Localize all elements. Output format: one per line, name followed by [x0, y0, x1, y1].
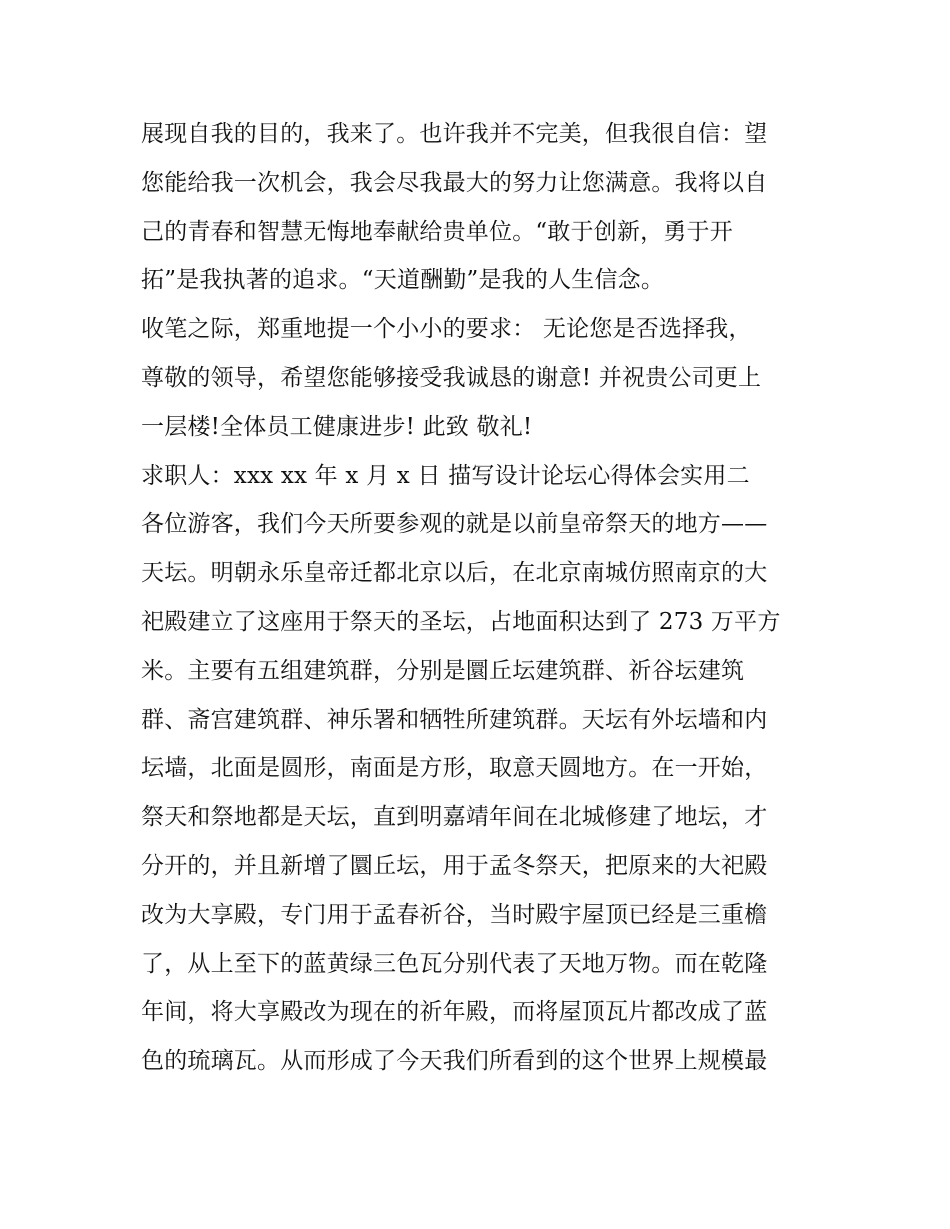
text-line: 坛墙，北面是圆形，南面是方形，取意天圆地方。在一开始， — [141, 755, 768, 782]
text-line: 一层楼!全体员工健康进步! 此致 敬礼! — [141, 413, 533, 440]
text-line: 拓”是我执著的追求。“天道酬勤”是我的人生信念。 — [141, 267, 665, 294]
text-line: 祀殿建立了这座用于祭天的圣坛，占地面积达到了 273 万平方 — [141, 608, 781, 635]
text-line: 年间，将大享殿改为现在的祈年殿，而将屋顶瓦片都改成了蓝 — [141, 999, 768, 1026]
text-line: 色的琉璃瓦。从而形成了今天我们所看到的这个世界上规模最 — [141, 1048, 768, 1075]
text-line: 收笔之际，郑重地提一个小小的要求： 无论您是否选择我， — [141, 316, 752, 343]
text-line: 米。主要有五组建筑群，分别是圜丘坛建筑群、祈谷坛建筑 — [141, 657, 745, 684]
text-line: 各位游客，我们今天所要参观的就是以前皇帝祭天的地方—— — [141, 511, 768, 538]
text-line: 分开的，并且新增了圜丘坛，用于孟冬祭天，把原来的大祀殿 — [141, 852, 768, 879]
body-text — [141, 110, 831, 1086]
text-line: 尊敬的领导，希望您能够接受我诚恳的谢意! 并祝贵公司更上 — [141, 364, 762, 391]
text-line: 群、斋宫建筑群、神乐署和牺牲所建筑群。天坛有外坛墙和内 — [141, 706, 768, 733]
text-line: 您能给我一次机会，我会尽我最大的努力让您满意。我将以自 — [141, 169, 768, 196]
text-line: 己的青春和智慧无悔地奉献给贵单位。“敢于创新，勇于开 — [141, 218, 733, 245]
text-line: 求职人：xxx xx 年 x 月 x 日 描写设计论坛心得体会实用二 — [141, 462, 750, 489]
text-line: 改为大享殿，专门用于孟春祈谷，当时殿宇屋顶已经是三重檐 — [141, 901, 768, 928]
text-line: 祭天和祭地都是天坛，直到明嘉靖年间在北城修建了地坛，才 — [141, 804, 768, 831]
text-line: 展现自我的目的，我来了。也许我并不完美，但我很自信：望 — [141, 121, 768, 147]
text-line: 了，从上至下的蓝黄绿三色瓦分别代表了天地万物。而在乾隆 — [141, 950, 768, 977]
text-line: 天坛。明朝永乐皇帝迁都北京以后，在北京南城仿照南京的大 — [141, 560, 768, 587]
